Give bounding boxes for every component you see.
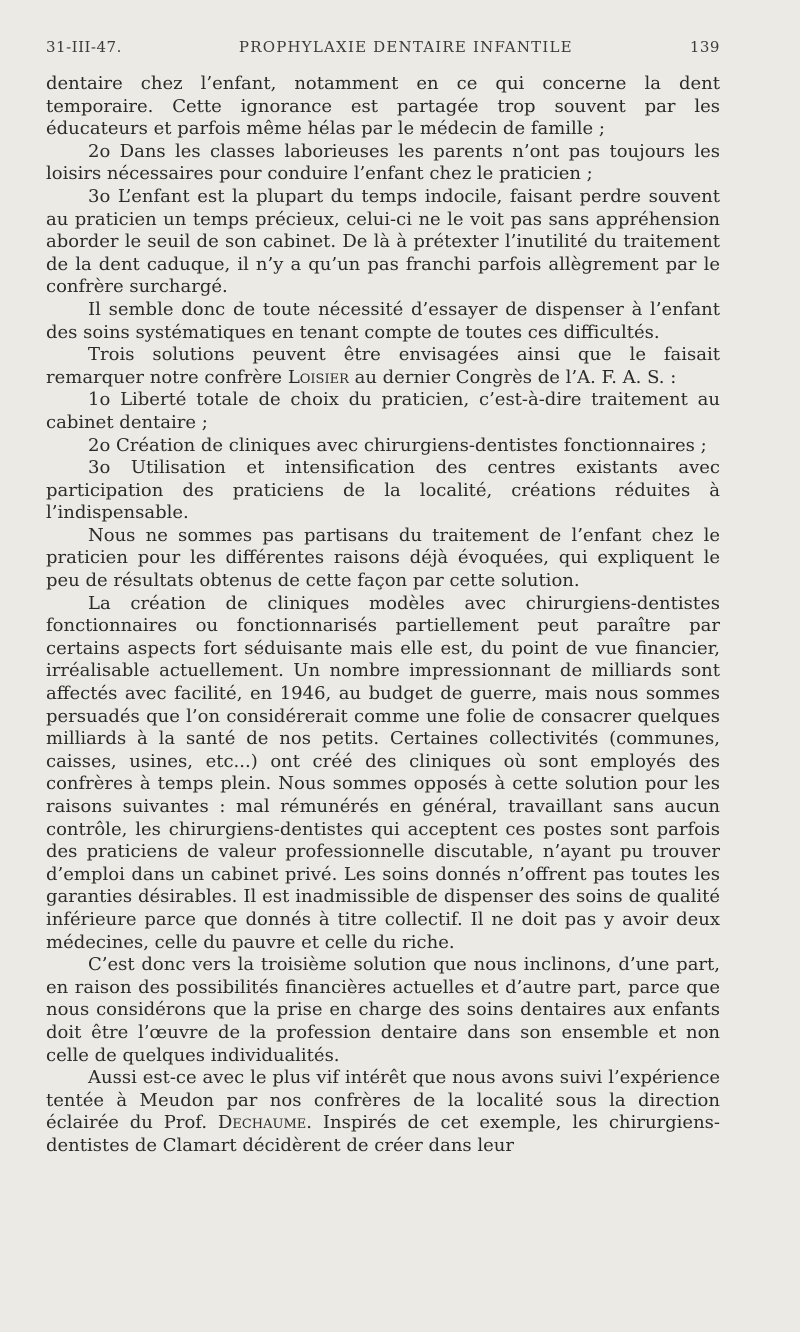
paragraph	[46, 1067, 720, 1157]
text-run: La création de cliniques modèles avec chirurgiens-dentistes fonctionnaires ou fonctionnarisés partiellement peut paraître par certains aspects fort séduisante mais elle est, du point de vue financier, irréalisable actuellement. Un nombre impressionnant de milliards sont affectés avec facilité, en 1946, au budget de guerre, mais nous sommes persuadés que l’on considérerait comme une folie de consacrer quelques milliards à la santé de nos petits. Certaines collectivités (communes, caisses, usines, etc...) ont créé des cliniques où sont employés des confrères à temps plein. Nous sommes opposés à cette solution pour les raisons suivantes : mal rémunérés en général, travaillant sans aucun contrôle, les chirurgiens-dentistes qui acceptent ces postes sont parfois des praticiens de valeur professionnelle discutable, n’ayant pu trouver d’emploi dans un cabinet privé. Les soins donnés n’offrent pas toutes les garanties désirables. Il est inadmissible de dispenser des soins de qualité inférieure parce que donnés à titre collectif. Il ne doit pas y avoir deux médecines, celle du pauvre et celle du riche.	[46, 592, 720, 953]
paragraph	[46, 435, 720, 458]
text-run: 2o Création de cliniques avec chirurgiens-dentistes fonctionnaires ;	[88, 434, 707, 456]
paragraph	[46, 73, 720, 141]
text-run: Il semble donc de toute nécessité d’essayer de dispenser à l’enfant des soins systématiques en tenant compte de toutes ces difficultés.	[46, 298, 720, 343]
paragraph	[46, 344, 720, 389]
author-name: Loisier	[287, 366, 349, 388]
text-run: 1o Liberté totale de choix du praticien, c’est-à-dire traitement au cabinet dentaire ;	[46, 389, 720, 433]
paragraph	[46, 593, 720, 955]
text-run: Trois solutions peuvent être envisagées ainsi que le faisait remarquer notre confrère	[46, 344, 720, 388]
paragraph	[46, 457, 720, 525]
issue-date: 31-III-47.	[46, 38, 122, 56]
text-run: dentaire chez l’enfant, notamment en ce qui concerne la dent temporaire. Cette ignorance est partagée trop souvent par les éducateurs et parfois même hélas par le médecin de famille ;	[46, 73, 720, 140]
paragraph	[46, 186, 720, 299]
text-run: 3o Utilisation et intensification des centres existants avec participation des praticiens de la localité, créations réduites à l’indispensable.	[46, 457, 720, 524]
running-title: PROPHYLAXIE DENTAIRE INFANTILE	[238, 38, 573, 56]
page-number: 139	[689, 38, 720, 56]
running-head	[46, 38, 720, 56]
author-name: Dechaume	[217, 1112, 307, 1134]
text-run: Nous ne sommes pas partisans du traitement de l’enfant chez le praticien pour les différentes raisons déjà évoquées, qui expliquent le peu de résultats obtenus de cette façon par cette solution.	[46, 524, 720, 592]
paragraph	[46, 141, 720, 186]
text-run: Aussi est-ce avec le plus vif intérêt que nous avons suivi l’expérience tentée à Meudon par nos confrères de la localité sous la direction éclairée du Prof.	[46, 1067, 720, 1134]
paragraph	[46, 299, 720, 344]
body-text	[46, 73, 720, 1158]
text-run: . Inspirés de cet exemple, les chirurgiens-dentistes de Clamart décidèrent de créer dans leur	[46, 1112, 720, 1156]
text-run: 2o Dans les classes laborieuses les parents n’ont pas toujours les loisirs nécessaires pour conduire l’enfant chez le praticien ;	[46, 140, 720, 185]
paragraph	[46, 954, 720, 1067]
text-run: C’est donc vers la troisième solution que nous inclinons, d’une part, en raison des possibilités financières actuelles et d’autre part, parce que nous considérons que la prise en charge des soins dentaires aux enfants doit être l’œuvre de la profession dentaire dans son ensemble et non celle de quelques individualités.	[46, 954, 720, 1066]
paragraph	[46, 525, 720, 593]
text-run: au dernier Congrès de l’A. F. A. S. :	[348, 366, 677, 388]
text-run: 3o L’enfant est la plupart du temps indocile, faisant perdre souvent au praticien un temps précieux, celui-ci ne le voit pas sans appréhension aborder le seuil de son cabinet. De là à prétexter l’inutilité du traitement de la dent caduque, il n’y a qu’un pas franchi parfois allègrement par le confrère surchargé.	[46, 185, 720, 298]
paragraph	[46, 389, 720, 434]
